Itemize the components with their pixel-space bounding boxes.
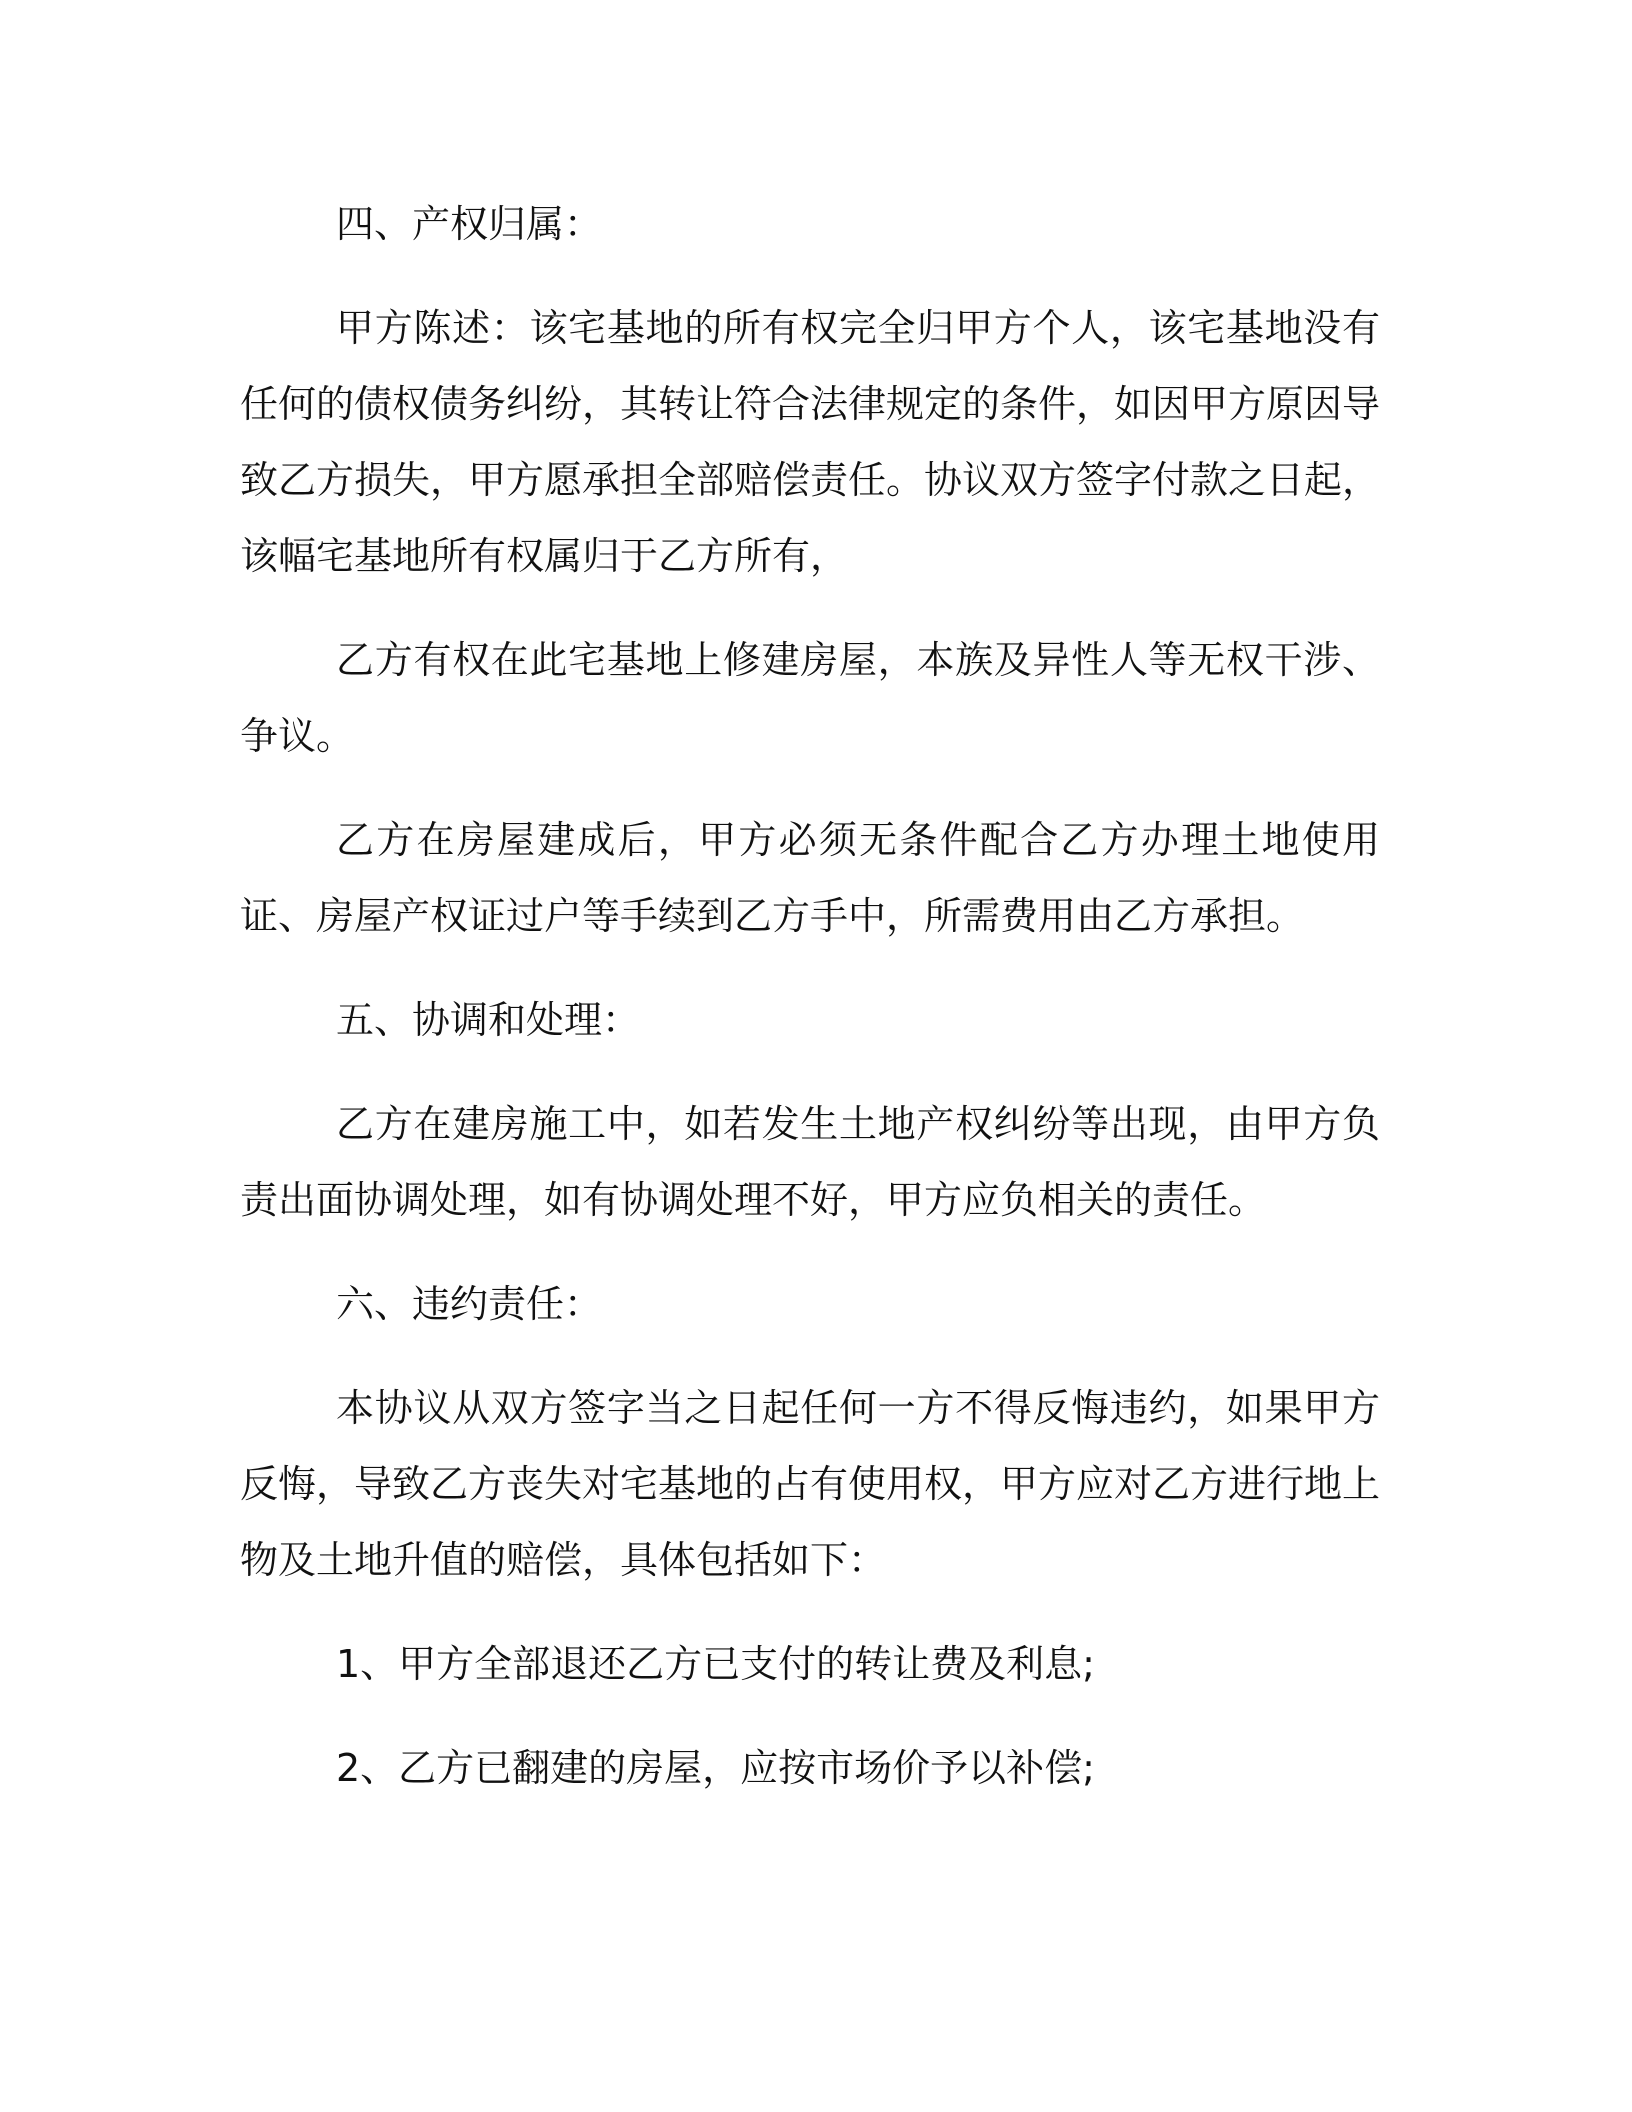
document-page	[240, 186, 1380, 1806]
paragraph-certificate-transfer: 乙方在房屋建成后，甲方必须无条件配合乙方办理土地使用证、房屋产权证过户等手续到乙方手中，所需费用由乙方承担。	[240, 818, 1380, 938]
section-heading-liability: 六、违约责任：	[336, 1282, 603, 1326]
list-item-house-compensation: 2、乙方已翻建的房屋，应按市场价予以补偿;	[336, 1746, 1095, 1790]
section-heading-property-ownership: 四、产权归属：	[336, 202, 603, 246]
paragraph-breach-compensation: 本协议从双方签字当之日起任何一方不得反悔违约，如果甲方反悔，导致乙方丧失对宅基地的占有使用权，甲方应对乙方进行地上物及土地升值的赔偿，具体包括如下：	[240, 1386, 1381, 1582]
paragraph-dispute-coordination: 乙方在建房施工中，如若发生土地产权纠纷等出现，由甲方负责出面协调处理，如有协调处理不好，甲方应负相关的责任。	[240, 1102, 1380, 1222]
paragraph-party-a-statement: 甲方陈述：该宅基地的所有权完全归甲方个人，该宅基地没有任何的债权债务纠纷，其转让符合法律规定的条件，如因甲方原因导致乙方损失，甲方愿承担全部赔偿责任。协议双方签字付款之日起，该幅宅基地所有权属归于乙方所有，	[240, 306, 1381, 578]
paragraph-construction-right: 乙方有权在此宅基地上修建房屋，本族及异性人等无权干涉、争议。	[240, 638, 1380, 758]
list-item-refund: 1、甲方全部退还乙方已支付的转让费及利息;	[336, 1642, 1095, 1686]
section-heading-coordination: 五、协调和处理：	[336, 998, 641, 1042]
